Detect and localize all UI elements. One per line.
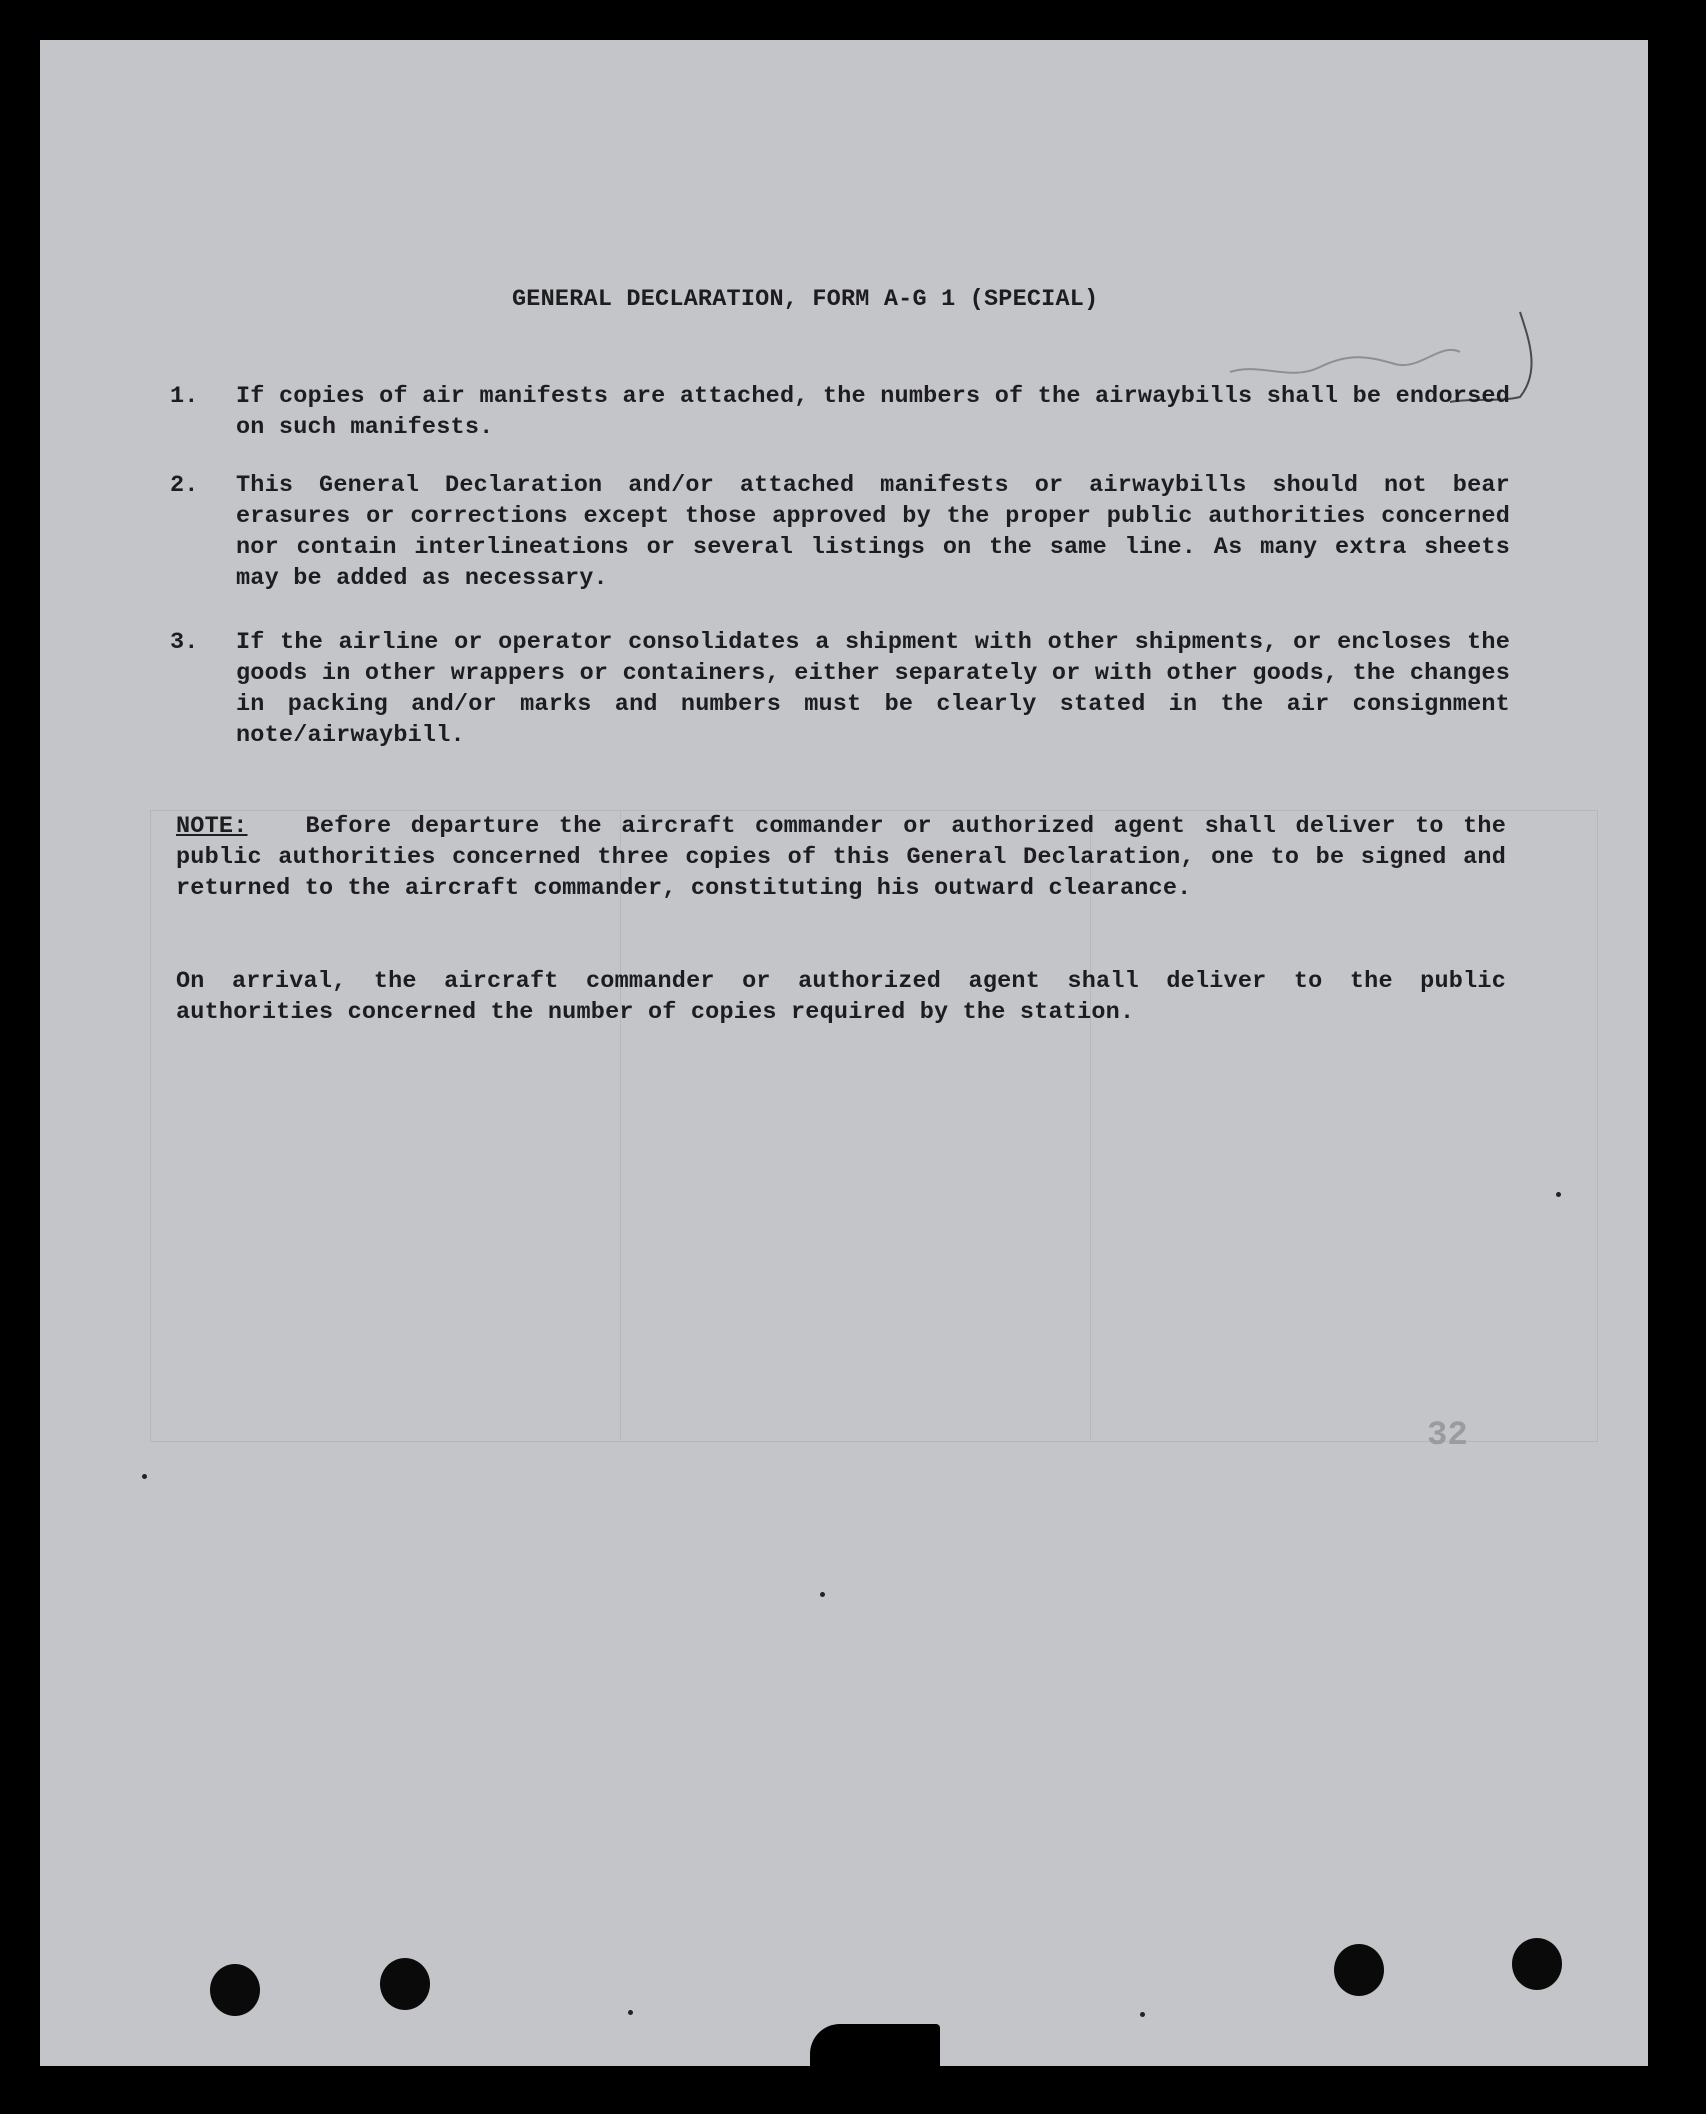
speck xyxy=(142,1474,147,1479)
item-number: 2. xyxy=(170,472,199,499)
document-page xyxy=(40,40,1648,2066)
note-paragraph xyxy=(176,811,1506,904)
item-text: If copies of air manifests are attached, the numbers of the airwaybills shall be endorsed on such manifests. xyxy=(236,383,1510,441)
note-label: NOTE: xyxy=(176,813,248,840)
list-item xyxy=(170,470,1510,594)
list-item xyxy=(170,381,1510,443)
speck xyxy=(1556,1192,1561,1197)
speck xyxy=(628,2010,633,2015)
punch-hole xyxy=(210,1964,260,2016)
document-title: GENERAL DECLARATION, FORM A-G 1 (SPECIAL) xyxy=(512,286,1099,313)
arrival-paragraph: On arrival, the aircraft commander or authorized agent shall deliver to the public authorities concerned the number of copies required by the station. xyxy=(176,968,1506,1026)
speck xyxy=(1140,2012,1145,2017)
punch-hole xyxy=(1334,1944,1384,1996)
item-number: 3. xyxy=(170,629,199,656)
item-number: 1. xyxy=(170,383,199,410)
show-through-frame xyxy=(150,810,1598,1442)
page-edge-tab xyxy=(810,2024,940,2074)
list-item xyxy=(170,627,1510,751)
page-number: 32 xyxy=(1427,1417,1468,1455)
show-through-divider xyxy=(620,810,621,1440)
punch-hole xyxy=(380,1958,430,2010)
note-text: Before departure the aircraft commander or authorized agent shall deliver to the public authorities concerned three copies of this General Declaration, one to be signed and returned to the aircraft commander, constituting his outward clearance. xyxy=(176,813,1506,902)
punch-hole xyxy=(1512,1938,1562,1990)
item-text: If the airline or operator consolidates a shipment with other shipments, or encloses the goods in other wrappers or containers, either separately or with other goods, the changes in packing and/or marks and numbers must be clearly stated in the air consignment note/airwaybill. xyxy=(236,629,1510,749)
item-text: This General Declaration and/or attached manifests or airwaybills should not bear erasures or corrections except those approved by the proper public authorities concerned nor contain interlineations or several listings on the same line. As many extra sheets may be added as necessary. xyxy=(236,472,1510,592)
speck xyxy=(820,1592,825,1597)
show-through-divider xyxy=(1090,810,1091,1440)
